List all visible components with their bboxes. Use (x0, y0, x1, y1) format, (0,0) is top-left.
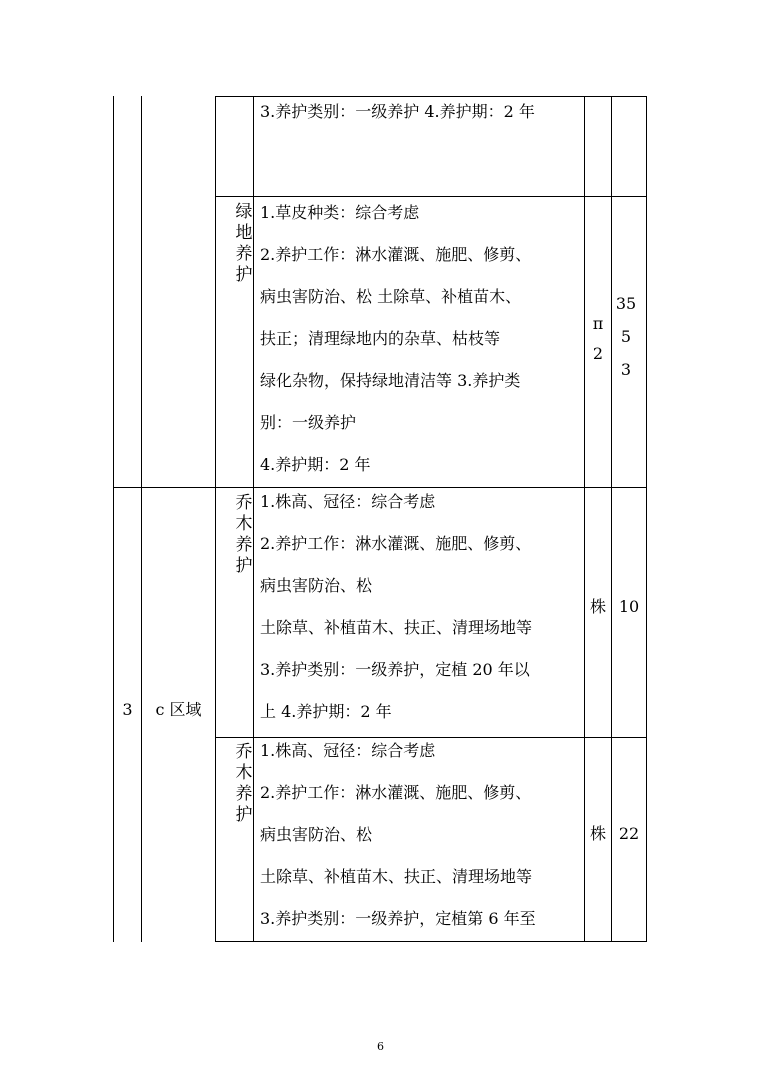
description-line: 2.养护工作：淋水灌溉、施肥、修剪、 (260, 245, 532, 264)
row-3-description (260, 741, 536, 951)
table-col-divider (141, 96, 142, 942)
description-line: 1.株高、冠径：综合考虑 (260, 741, 436, 760)
item-name-char: 地 (235, 223, 253, 243)
description-line: 1.株高、冠径：综合考虑 (260, 492, 436, 511)
description-line: 病虫害防治、松 (260, 825, 373, 844)
description-line: 病虫害防治、松 (260, 576, 373, 595)
item-name-char: 乔 (235, 493, 253, 513)
row-2-quantity: 10 (618, 597, 640, 616)
description-line: 3.养护类别：一级养护 4.养护期：2 年 (260, 102, 535, 121)
description-line: 2.养护工作：淋水灌溉、施肥、修剪、 (260, 783, 532, 802)
row-1-description (260, 203, 531, 497)
table-col-divider (215, 96, 216, 942)
table-col-divider (611, 96, 612, 942)
description-line: 上 4.养护期：2 年 (260, 702, 392, 721)
description-line: 1.草皮种类：综合考虑 (260, 203, 420, 222)
description-line: 2.养护工作：淋水灌溉、施肥、修剪、 (260, 534, 532, 553)
row-3-unit: 株 (589, 824, 606, 843)
row-0-description (260, 102, 535, 144)
item-name-char: 护 (235, 556, 253, 576)
unit-text: 2 (592, 344, 604, 363)
section-area-name: c 区域 (155, 700, 202, 719)
description-line: 土除草、补植苗木、扶正、清理场地等 (260, 867, 533, 886)
item-name-char: 养 (235, 535, 253, 555)
table-row-divider (215, 196, 647, 197)
description-line: 病虫害防治、松 土除草、补植苗木、 (260, 287, 522, 306)
item-name-char: 护 (235, 805, 253, 825)
item-name-char: 绿 (235, 202, 253, 222)
description-line: 3.养护类别：一级养护，定植第 6 年至 (260, 909, 536, 928)
description-line: 扶正；清理绿地内的杂草、枯枝等 (260, 329, 501, 348)
item-name-char: 养 (235, 244, 253, 264)
item-name-char: 护 (235, 265, 253, 285)
quantity-text: 3 (620, 360, 632, 379)
item-name-char: 养 (235, 784, 253, 804)
unit-text: π (592, 314, 604, 333)
item-name-char: 乔 (235, 742, 253, 762)
description-line: 3.养护类别：一级养护，定植 20 年以 (260, 660, 530, 679)
description-line: 绿化杂物，保持绿地清洁等 3.养护类 (260, 371, 521, 390)
table-col-divider (584, 96, 585, 942)
row-3-quantity: 22 (618, 824, 640, 843)
row-2-description (260, 492, 532, 744)
table-left-border (113, 96, 114, 942)
description-line: 土除草、补植苗木、扶正、清理场地等 (260, 618, 533, 637)
quantity-text: 5 (620, 327, 632, 346)
row-2-unit: 株 (589, 597, 606, 616)
quantity-text: 35 (615, 294, 637, 313)
description-line: 别：一级养护 (260, 413, 357, 432)
table-right-border (646, 96, 647, 942)
table-col-divider (253, 96, 254, 942)
table-top-border (215, 96, 647, 97)
section-number: 3 (122, 700, 133, 719)
page-number: 6 (377, 1040, 384, 1053)
item-name-char: 木 (235, 514, 253, 534)
description-line: 4.养护期：2 年 (260, 455, 371, 474)
item-name-char: 木 (235, 763, 253, 783)
